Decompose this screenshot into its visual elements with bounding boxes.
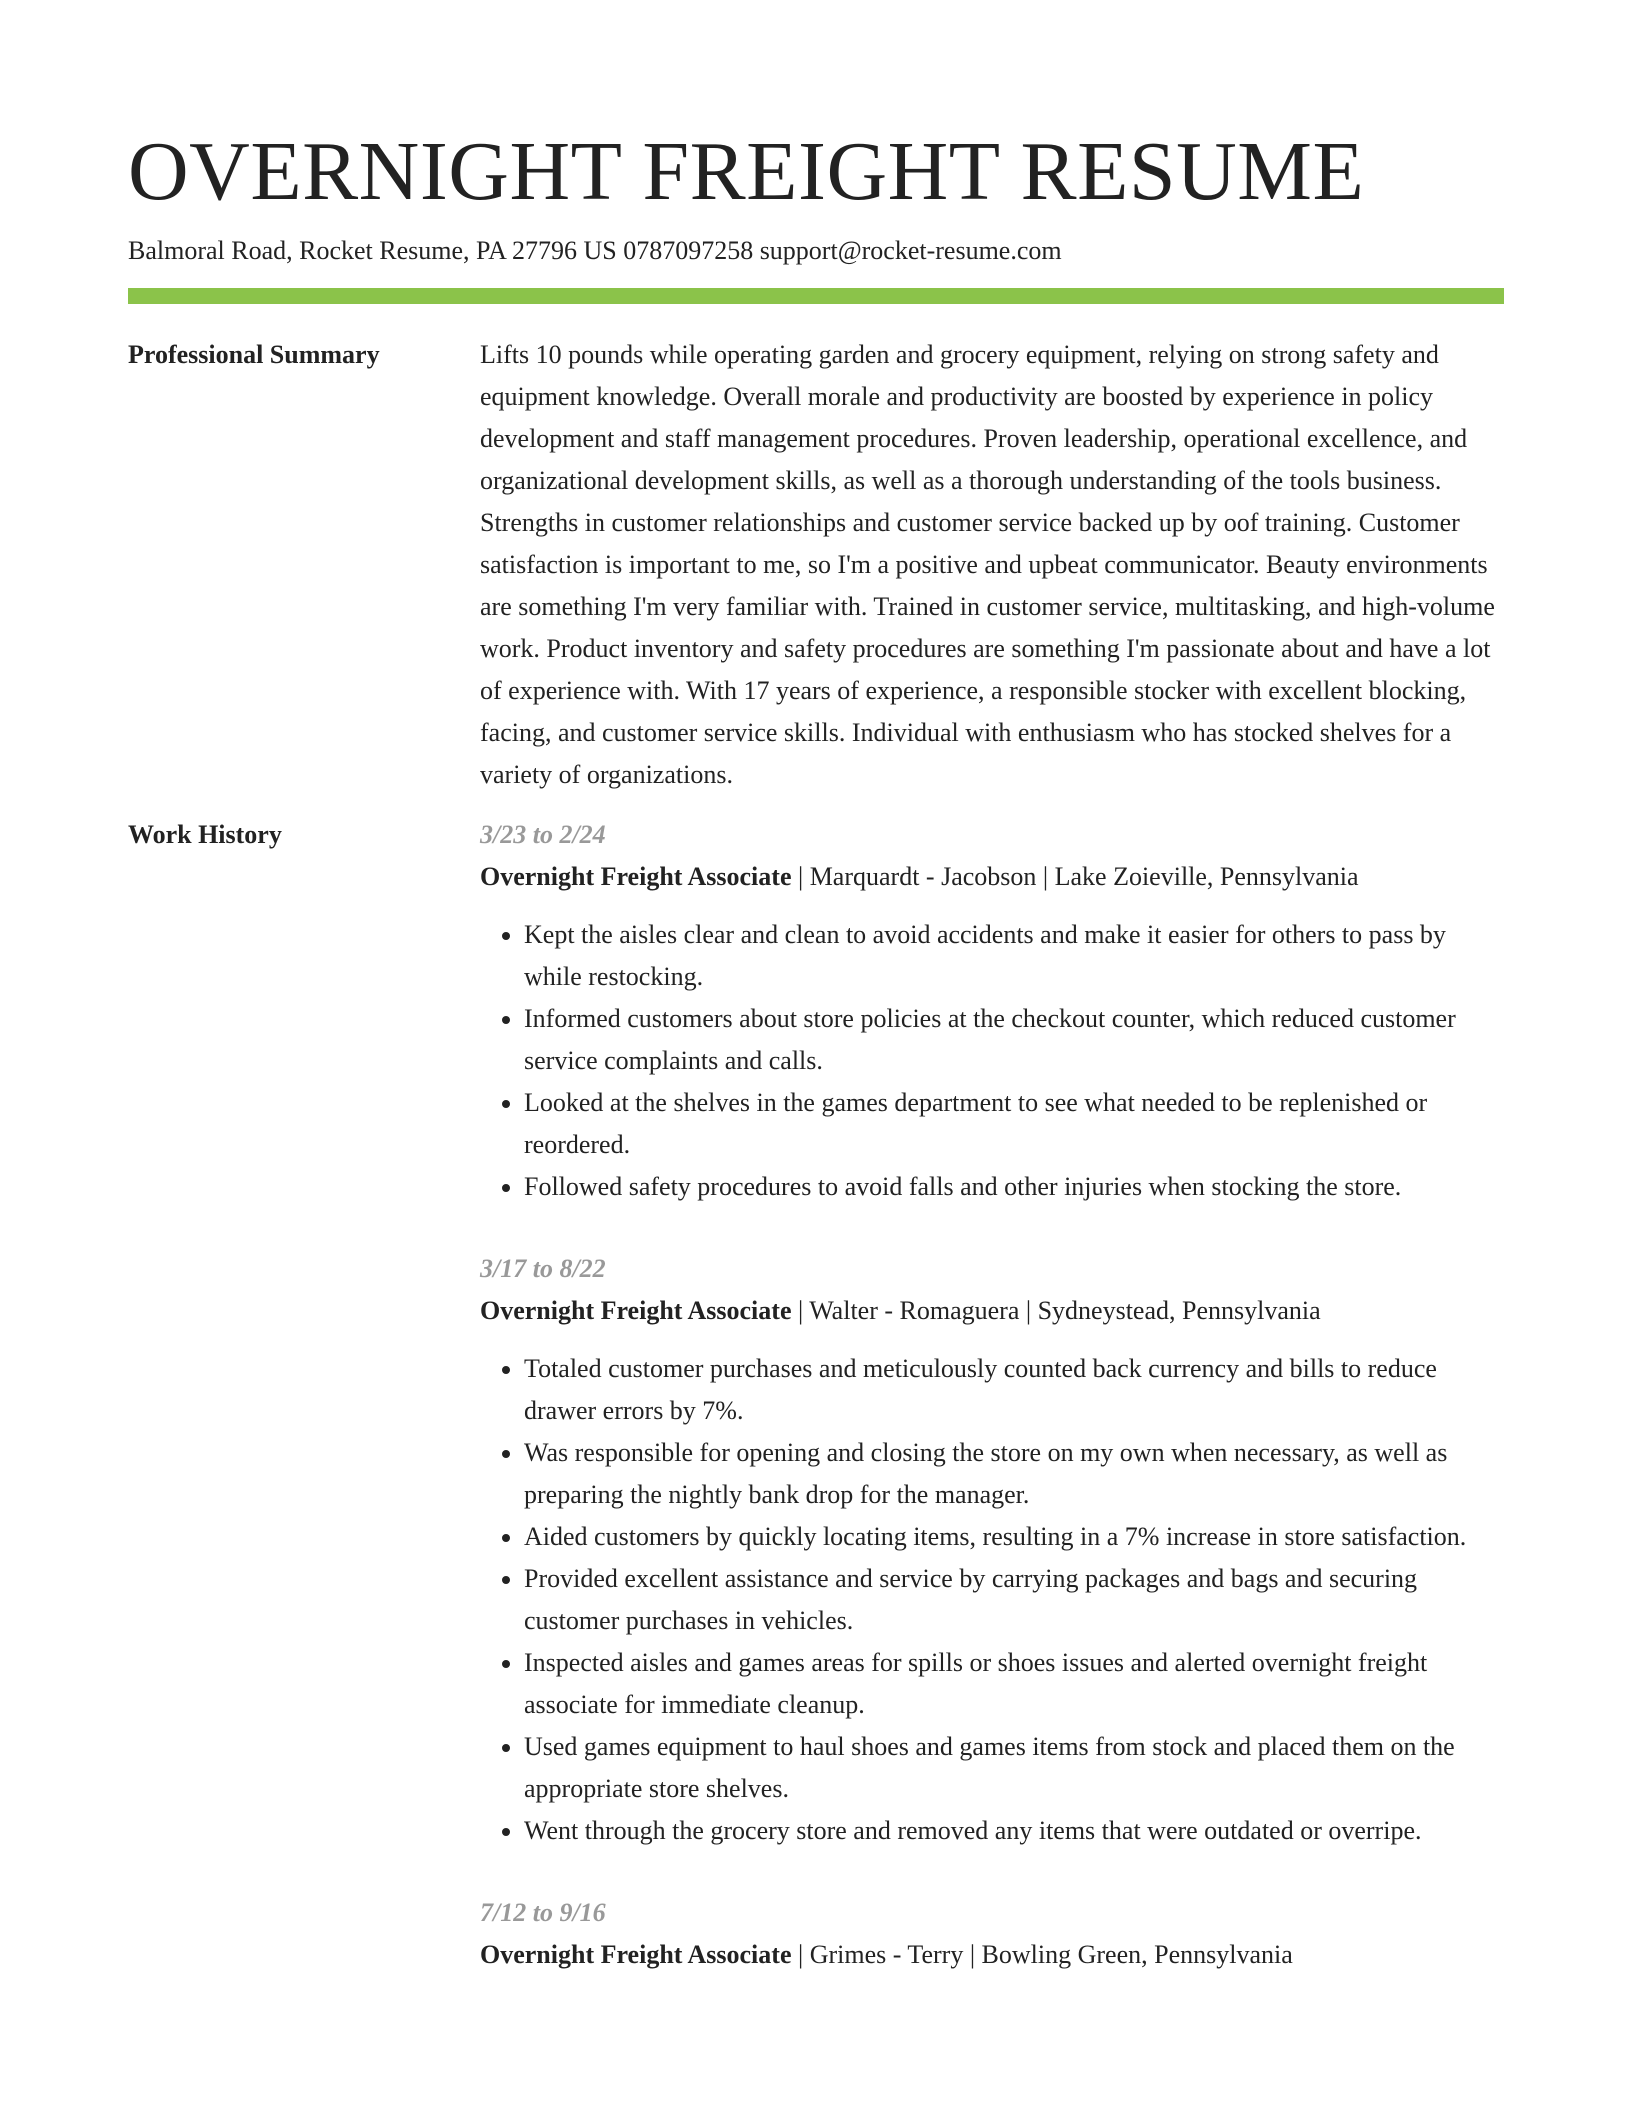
job-title: Overnight Freight Associate bbox=[480, 1940, 792, 1969]
job-employer-location: | Marquardt - Jacobson | Lake Zoieville, Pennsylvania bbox=[791, 862, 1359, 891]
header-divider bbox=[128, 288, 1504, 304]
resume-title: OVERNIGHT FREIGHT RESUME bbox=[128, 125, 1365, 218]
job-dates: 7/12 to 9/16 bbox=[480, 1898, 606, 1927]
job-bullet-list bbox=[480, 914, 1504, 1208]
job-bullet: • Looked at the shelves in the games department to see what needed to be replenished or reordered. bbox=[524, 1082, 1504, 1166]
section-label-work-history: Work History bbox=[128, 820, 282, 849]
job-bullet: • Aided customers by quickly locating items, resulting in a 7% increase in store satisfaction. bbox=[524, 1516, 1504, 1558]
resume-page bbox=[128, 0, 1504, 2016]
job-bullet: • Went through the grocery store and removed any items that were outdated or overripe. bbox=[524, 1810, 1504, 1852]
job-bullet: • Was responsible for opening and closing the store on my own when necessary, as well as preparing the nightly bank drop for the manager. bbox=[524, 1432, 1504, 1516]
job-entry bbox=[480, 1248, 1504, 1852]
work-history-body bbox=[480, 814, 1504, 2016]
job-employer-location: | Grimes - Terry | Bowling Green, Pennsylvania bbox=[791, 1940, 1293, 1969]
job-dates: 3/17 to 8/22 bbox=[480, 1254, 606, 1283]
summary-body bbox=[480, 334, 1504, 796]
job-title: Overnight Freight Associate bbox=[480, 862, 792, 891]
contact-line: Balmoral Road, Rocket Resume, PA 27796 US 0787097258 support@rocket-resume.com bbox=[128, 236, 1062, 265]
job-employer-location: | Walter - Romaguera | Sydneystead, Pennsylvania bbox=[791, 1296, 1321, 1325]
job-dates: 3/23 to 2/24 bbox=[480, 820, 606, 849]
job-entry bbox=[480, 1892, 1504, 1976]
job-heading bbox=[480, 1290, 1504, 1332]
job-bullet: • Kept the aisles clear and clean to avoid accidents and make it easier for others to pass by while restocking. bbox=[524, 914, 1504, 998]
job-heading bbox=[480, 1934, 1504, 1976]
job-heading bbox=[480, 856, 1504, 898]
job-bullet: • Inspected aisles and games areas for spills or shoes issues and alerted overnight freight associate for immediate cleanup. bbox=[524, 1642, 1504, 1726]
job-title: Overnight Freight Associate bbox=[480, 1296, 792, 1325]
job-bullet: • Provided excellent assistance and service by carrying packages and bags and securing customer purchases in vehicles. bbox=[524, 1558, 1504, 1642]
job-bullet: • Totaled customer purchases and meticulously counted back currency and bills to reduce drawer errors by 7%. bbox=[524, 1348, 1504, 1432]
job-bullet-list bbox=[480, 1348, 1504, 1852]
job-bullet: • Informed customers about store policies at the checkout counter, which reduced customer service complaints and calls. bbox=[524, 998, 1504, 1082]
job-bullet: • Followed safety procedures to avoid falls and other injuries when stocking the store. bbox=[524, 1166, 1504, 1208]
job-entry bbox=[480, 814, 1504, 1208]
professional-summary-section bbox=[128, 334, 1504, 796]
summary-text: Lifts 10 pounds while operating garden and grocery equipment, relying on strong safety and equipment knowledge. Overall morale and productivity are boosted by experience in policy development and staff management procedures. Proven leadership, operational excellence, and organizational development skills, as well as a thorough understanding of the tools business. Strengths in customer relationships and customer service backed up by oof training. Customer satisfaction is important to me, so I'm a positive and upbeat communicator. Beauty environments are something I'm very familiar with. Trained in customer service, multitasking, and high-volume work. Product inventory and safety procedures are something I'm passionate about and have a lot of experience with. With 17 years of experience, a responsible stocker with excellent blocking, facing, and customer service skills. Individual with enthusiasm who has stocked shelves for a variety of organizations. bbox=[480, 340, 1495, 789]
work-history-section bbox=[128, 814, 1504, 2016]
job-bullet: • Used games equipment to haul shoes and games items from stock and placed them on the appropriate store shelves. bbox=[524, 1726, 1504, 1810]
section-label-professional-summary: Professional Summary bbox=[128, 340, 380, 369]
